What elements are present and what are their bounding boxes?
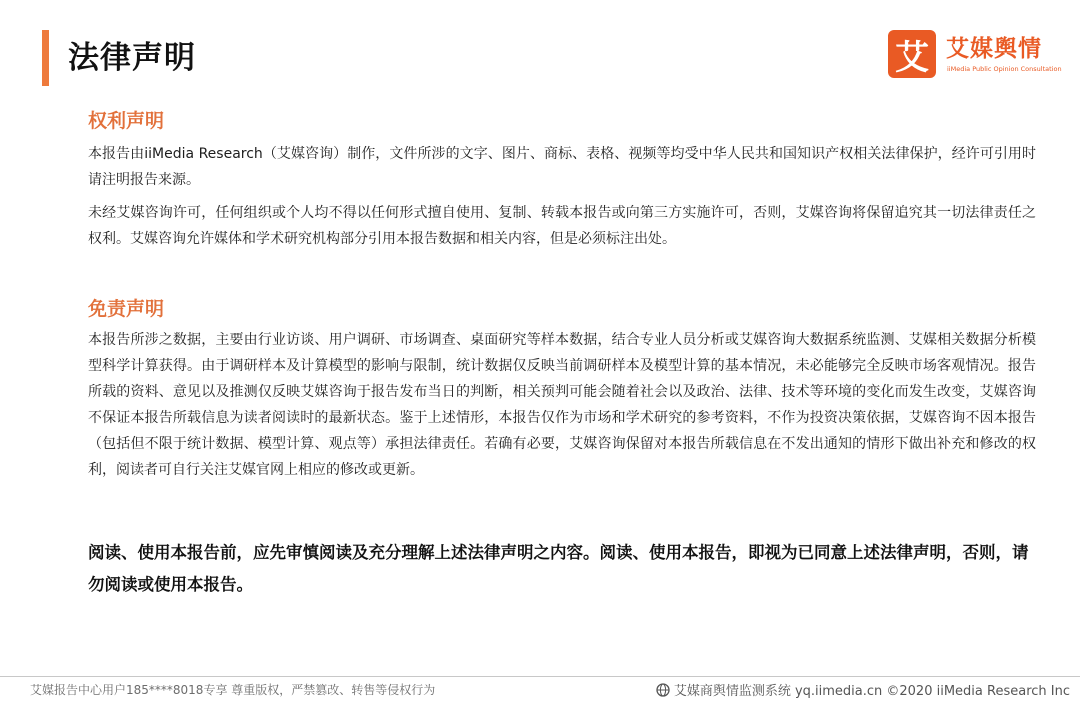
logo-mark-icon: 艾 [888,30,936,78]
footer-source [656,680,1070,699]
footer-source-text: 艾媒商舆情监测系统 yq.iimedia.cn ©2020 iiMedia Research Inc [673,684,1070,699]
logo-name: 艾媒舆情 [946,36,1042,62]
page-title: 法律声明 [68,40,196,76]
disclaimer-paragraph: 本报告所涉之数据，主要由行业访谈、用户调研、市场调查、桌面研究等样本数据，结合专业人员分析或艾媒咨询大数据系统监测、艾媒相关数据分析模型科学计算获得。由于调研样本及计算模型的影响与限制，统计数据仅反映当前调研样本及模型计算的基本情况，未必能够完全反映市场客观情况。报告所载的资料、意见以及推测仅反映艾媒咨询于报告发布当日的判断，相关预判可能会随着社会以及政治、法律、技术等环境的变化而发生改变，艾媒咨询不保证本报告所载信息为读者阅读时的最新状态。鉴于上述情形，本报告仅作为市场和学术研究的参考资料，不作为投资决策依据，艾媒咨询不因本报告（包括但不限于统计数据、模型计算、观点等）承担法律责任。若确有必要，艾媒咨询保留对本报告所载信息在不发出通知的情形下做出补充和修改的权利，阅读者可自行关注艾媒官网上相应的修改或更新。 [88,332,1036,478]
logo-subtitle: iiMedia Public Opinion Consultation [947,65,1062,73]
footer-divider [0,676,1080,677]
footer-copyright-notice: 艾媒报告中心用户185****8018专享 尊重版权，严禁篡改、转售等侵权行为 [30,683,436,697]
rights-heading: 权利声明 [88,110,165,132]
brand-logo [888,30,1063,80]
rights-paragraph-1: 本报告由iiMedia Research（艾媒咨询）制作，文件所涉的文字、图片、商标、表格、视频等均受中华人民共和国知识产权相关法律保护，经许可引用时请注明报告来源。 [88,146,1036,188]
title-accent-bar [42,30,49,86]
disclaimer-heading: 免责声明 [88,298,165,320]
globe-icon [656,683,670,697]
rights-paragraph-2: 未经艾媒咨询许可，任何组织或个人均不得以任何形式擅自使用、复制、转载本报告或向第三方实施许可，否则，艾媒咨询将保留追究其一切法律责任之权利。艾媒咨询允许媒体和学术研究机构部分引用本报告数据和相关内容，但是必须标注出处。 [88,205,1036,247]
reading-notice: 阅读、使用本报告前，应先审慎阅读及充分理解上述法律声明之内容。阅读、使用本报告，即视为已同意上述法律声明，否则，请勿阅读或使用本报告。 [88,543,1029,594]
